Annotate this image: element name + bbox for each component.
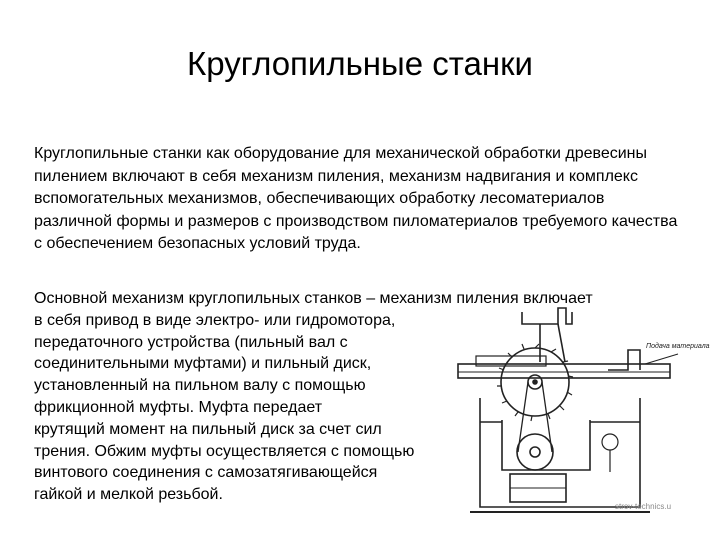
mechanism-line: винтового соединения с самозатягивающейся (34, 464, 378, 482)
watermark: strov-technics.u (615, 502, 672, 511)
mechanism-line: трения. Обжим муфты осуществляется с помощью (34, 442, 415, 460)
mechanism-line: гайкой и мелкой резьбой. (34, 486, 223, 504)
saw-arbor-center (533, 380, 537, 384)
slide-title: Круглопильные станки (187, 45, 533, 82)
guard-bracket (522, 308, 572, 324)
mechanism-line: крутящий момент на пильный диск за счет сил (34, 420, 382, 438)
mechanism-line: в себя привод в виде электро- или гидромотора, (34, 311, 396, 329)
mechanism-line: фрикционной муфты. Муфта передает (34, 398, 323, 416)
motor-pulley (517, 434, 553, 470)
handwheel (602, 434, 618, 450)
mechanism-line: установленный на пильном валу с помощью (34, 377, 366, 395)
mechanism-line: соединительными муфтами) и пильный диск, (34, 355, 372, 373)
machine-frame (502, 420, 590, 470)
feed-support (608, 350, 640, 370)
mechanism-line: Основной механизм круглопильных станков – механизм пиления включает (34, 290, 593, 307)
label-leader (645, 354, 678, 364)
intro-paragraph: Круглопильные станки как оборудование для механической обработки древесины пилением включают в себя механизм пиления, механизм надвигания и комплекс вспомогательных механизмов, обеспечивающих обработку лесоматериалов различной формы и размеров с производством пиломатериалов требуемого качества с обеспечением безопасных условий труда. (34, 145, 678, 252)
feed-label: Подача материала (646, 343, 710, 350)
motor-pulley-hub (530, 447, 540, 457)
drive-belt (518, 382, 552, 452)
saw-machine-diagram (440, 302, 710, 520)
machine-frame (480, 398, 640, 507)
guard-arm (558, 324, 565, 362)
mechanism-line: передаточного устройства (пильный вал с (34, 333, 348, 351)
